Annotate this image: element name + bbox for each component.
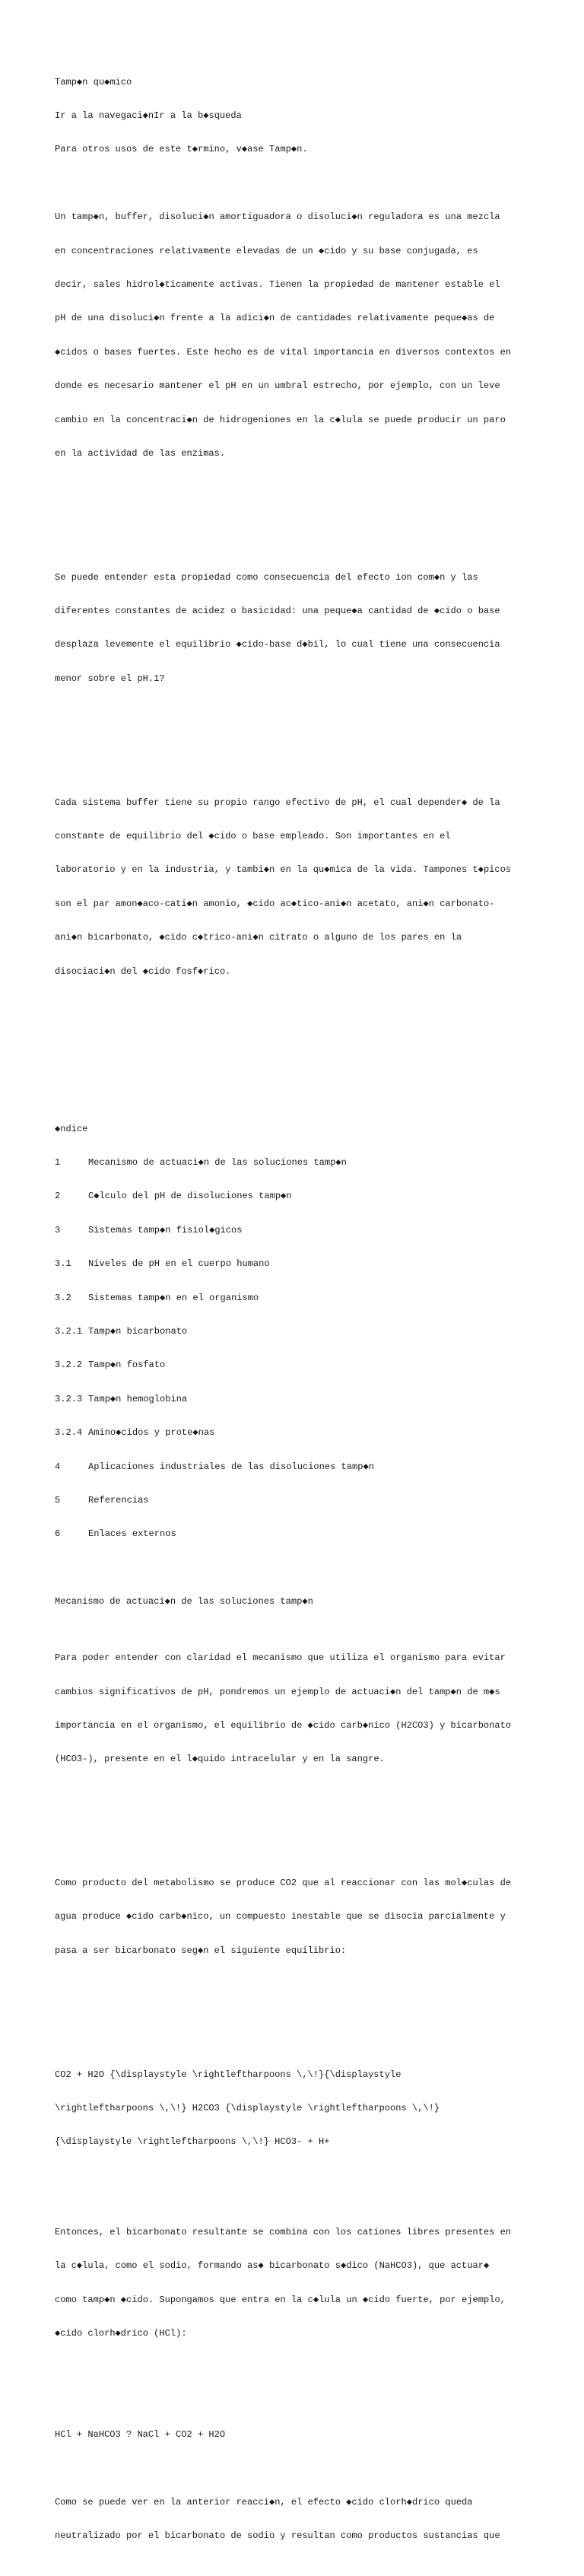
toc-label: Sistemas tamp◆n fisiol◆gicos [88, 1224, 243, 1236]
text-line: cambios significativos de pH, pondremos un ejemplo de actuaci◆n del tamp◆n de m◆s [55, 1686, 500, 1697]
toc-number: 3 [55, 1224, 61, 1236]
toc-label: Tamp◆n fosfato [88, 1360, 166, 1371]
text-line: decir, sales hidrol◆ticamente activas. Tienen la propiedad de mantener estable el [55, 278, 500, 290]
toc-number: 3.2.2 [55, 1360, 83, 1371]
text-line: en la actividad de las enzimas. [55, 447, 226, 459]
toc-number: 6 [55, 1528, 61, 1540]
intro-paragraph-2 [55, 549, 579, 707]
intro-paragraph-3 [55, 774, 579, 1000]
equilibrium-equation [55, 2046, 579, 2171]
text-line: Se puede entender esta propiedad como consecuencia del efecto ion com◆n y las [55, 571, 478, 583]
paragraph-gap [55, 730, 579, 741]
toc-item[interactable] [55, 1191, 579, 1202]
toc-label: Aplicaciones industriales de las disoluciones tamp◆n [88, 1461, 374, 1472]
toc-item[interactable] [55, 1360, 579, 1371]
toc-number: 1 [55, 1157, 61, 1169]
toc-item[interactable] [55, 1394, 579, 1405]
text-line: ani◆n bicarbonato, ◆cido c◆trico-ani◆n citrato o alguno de los pares en la [55, 932, 462, 943]
text-line: la c◆lula, como el sodio, formando as◆ bicarbonato s◆dico (NaHCO3), que actuar◆ [55, 2260, 490, 2272]
disambiguation-note: Para otros usos de este t◆rmino, v◆ase Tamp◆n. [55, 144, 308, 155]
text-line: en concentraciones relativamente elevadas de un ◆cido y su base conjugada, es [55, 245, 478, 256]
toc-item[interactable] [55, 1495, 579, 1506]
paragraph-gap [55, 2002, 579, 2013]
toc-label: Referencias [88, 1495, 149, 1506]
toc-heading: ◆ndice [55, 1123, 88, 1134]
toc-item[interactable] [55, 1293, 579, 1304]
section-paragraph-3 [55, 2204, 579, 2361]
text-line: ◆cido clorh◆drico (HCl): [55, 2327, 187, 2339]
toc-number: 3.2 [55, 1292, 71, 1303]
paragraph-gap [55, 504, 579, 516]
toc-item[interactable] [55, 1326, 579, 1337]
toc-label: Mecanismo de actuaci◆n de las soluciones tamp◆n [88, 1157, 347, 1169]
toc-label: Niveles de pH en el cuerpo humano [88, 1258, 270, 1270]
text-line: agua produce ◆cido carb◆nico, un compuesto inestable que se disocia parcialmente y [55, 1911, 506, 1922]
toc-number: 3.1 [55, 1258, 71, 1270]
paragraph-gap [55, 1810, 579, 1821]
toc-label: C◆lculo del pH de disoluciones tamp◆n [88, 1191, 292, 1202]
toc-item[interactable] [55, 1427, 579, 1439]
section-heading: Mecanismo de actuaci◆n de las soluciones tamp◆n [55, 1596, 313, 1608]
section-paragraph-2 [55, 1856, 579, 1980]
toc-number: 3.2.1 [55, 1326, 83, 1337]
toc-label: Tamp◆n hemoglobina [88, 1393, 188, 1404]
toc-label: Enlaces externos [88, 1528, 176, 1540]
text-line: como tamp◆n ◆cido. Supongamos que entra en la c◆lula un ◆cido fuerte, por ejemplo, [55, 2294, 506, 2305]
text-line: Para poder entender con claridad el mecanismo que utiliza el organismo para evitar [55, 1652, 506, 1664]
toc-number: 4 [55, 1461, 61, 1472]
equation-line: {\displaystyle \rightleftharpoons \,\!} HCO3- + H+ [55, 2136, 330, 2148]
text-line: menor sobre el pH.1? [55, 673, 165, 684]
reaction-equation: HCl + NaHCO3 ? NaCl + CO2 + H2O [55, 2429, 226, 2441]
text-line: neutralizado por el bicarbonato de sodio y resultan como productos sustancias que [55, 2530, 500, 2542]
text-line: cambio en la concentraci◆n de hidrogeniones en la c◆lula se puede producir un paro [55, 414, 506, 425]
text-line: Un tamp◆n, buffer, disoluci◆n amortiguadora o disoluci◆n reguladora es una mezcla [55, 211, 500, 223]
toc-label: Sistemas tamp◆n en el organismo [88, 1292, 259, 1303]
document-page [55, 54, 579, 2576]
text-line: ◆cidos o bases fuertes. Este hecho es de vital importancia en diversos contextos en [55, 346, 512, 358]
toc-label: Amino◆cidos y prote◆nas [88, 1427, 215, 1439]
paragraph-gap [55, 2384, 579, 2396]
text-line: importancia en el organismo, el equilibrio de ◆cido carb◆nico (H2CO3) y bicarbonato [55, 1719, 512, 1731]
equation-line: \rightleftharpoons \,\!} H2CO3 {\displaystyle \rightleftharpoons \,\!} [55, 2103, 440, 2114]
text-line: disociaci◆n del ◆cido fosf◆rico. [55, 965, 231, 977]
toc-number: 3.2.4 [55, 1427, 83, 1439]
intro-paragraph-1 [55, 189, 579, 482]
paragraph-gap [55, 1056, 579, 1067]
table-of-contents [55, 1101, 579, 1563]
paragraph-gap [55, 1022, 579, 1034]
toc-item[interactable] [55, 1225, 579, 1236]
toc-item[interactable] [55, 1157, 579, 1169]
section-paragraph-4 [55, 2474, 579, 2564]
text-line: donde es necesario mantener el pH en un umbral estrecho, por ejemplo, con un leve [55, 380, 500, 392]
text-line: pasa a ser bicarbonato seg◆n el siguiente equilibrio: [55, 1945, 347, 1956]
section-paragraph-1 [55, 1630, 579, 1788]
toc-number: 2 [55, 1191, 61, 1202]
text-line: desplaza levemente el equilibrio ◆cido-base d◆bil, lo cual tiene una consecuencia [55, 639, 500, 650]
text-line: Como producto del metabolismo se produce CO2 que al reaccionar con las mol◆culas de [55, 1878, 512, 1889]
toc-label: Tamp◆n bicarbonato [88, 1326, 188, 1337]
text-line: (HCO3-), presente en el l◆quido intracelular y en la sangre. [55, 1754, 385, 1765]
text-line: son el par amon◆aco-cati◆n amonio, ◆cido ac◆tico-ani◆n acetato, ani◆n carbonato- [55, 898, 495, 909]
text-line: laboratorio y en la industria, y tambi◆n en la qu◆mica de la vida. Tampones t◆picos [55, 864, 512, 876]
page-title: Tamp◆n qu◆mico [55, 76, 132, 87]
text-line: pH de una disoluci◆n frente a la adici◆n de cantidades relativamente peque◆as de [55, 313, 495, 324]
toc-item[interactable] [55, 1461, 579, 1473]
text-line: Cada sistema buffer tiene su propio rango efectivo de pH, el cual depender◆ de la [55, 797, 500, 808]
toc-item[interactable] [55, 1528, 579, 1540]
text-line: Como se puede ver en la anterior reacci◆n, el efecto ◆cido clorh◆drico queda [55, 2496, 473, 2508]
equation-line: CO2 + H2O {\displaystyle \rightleftharpoons \,\!}{\displaystyle [55, 2069, 402, 2080]
toc-number: 3.2.3 [55, 1393, 83, 1404]
text-line: diferentes constantes de acidez o basicidad: una peque◆a cantidad de ◆cido o base [55, 606, 500, 617]
text-line: constante de equilibrio del ◆cido o base empleado. Son importantes en el [55, 830, 451, 841]
text-line: Entonces, el bicarbonato resultante se combina con los cationes libres presentes en [55, 2226, 512, 2237]
toc-item[interactable] [55, 1258, 579, 1270]
skip-navigation-links[interactable]: Ir a la navegaci◆nIr a la b◆squeda [55, 110, 242, 121]
toc-number: 5 [55, 1495, 61, 1506]
